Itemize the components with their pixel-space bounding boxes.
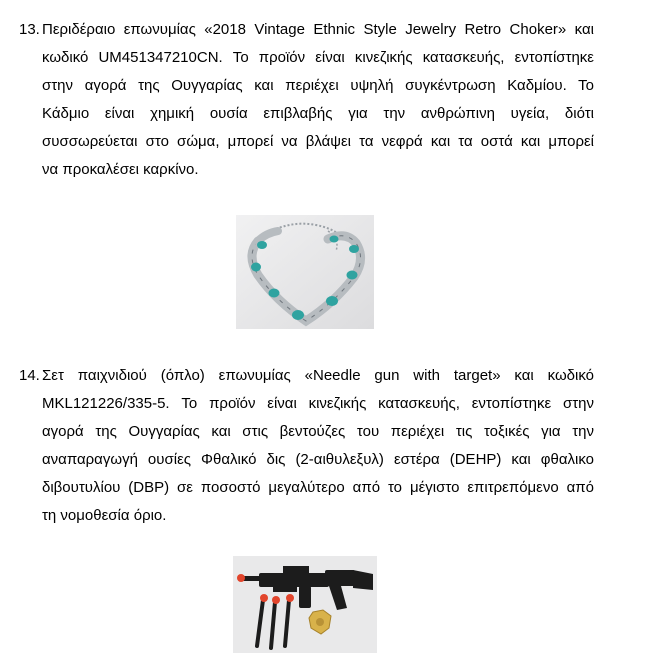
item-description [42,16,594,184]
text-line: Σετ παιχνιδιού (όπλο) επωνυμίας «Needle gun with target» και κωδικό [42,367,594,384]
item-number: 13. [19,21,40,38]
text-line: κωδικό UM451347210CN. Το προϊόν είναι κινεζικής κατασκευής, εντοπίστηκε [42,49,594,66]
necklace-photo [236,215,374,329]
text-line: Περιδέραιο επωνυμίας «2018 Vintage Ethnic Style Jewelry Retro Choker» και [42,21,594,38]
text-line: στην αγορά της Ουγγαρίας και περιέχει υψηλή συγκέντρωση Καδμίου. Το [42,77,594,94]
text-line: τη νομοθεσία όριο. [42,507,167,524]
text-line: Κάδμιο είναι χημική ουσία επιβλαβής για την ανθρώπινη υγεία, διότι [42,105,594,122]
text-line: MKL121226/335-5. Το προϊόν είναι κινεζικής κατασκευής, εντοπίστηκε στην [42,395,594,412]
text-line: να προκαλέσει καρκίνο. [42,161,199,178]
text-line: αναπαραγωγή ουσίες Φθαλικό δις (2-αιθυλεξυλ) εστέρα (DEHP) και φθαλικο [42,451,594,468]
text-line: αγορά της Ουγγαρίας και στις βεντούζες του περιέχει τις τοξικές για την [42,423,594,440]
text-line: διβουτυλίου (DBP) σε ποσοστό μεγαλύτερο από το μέγιστο επιτρεπόμενο από [42,479,594,496]
item-description [42,362,594,530]
text-line: συσσωρεύεται στο σώμα, μπορεί να βλάψει τα νεφρά και τα οστά και μπορεί [42,133,594,150]
item-number: 14. [19,367,40,384]
toy-gun-photo [233,556,377,653]
